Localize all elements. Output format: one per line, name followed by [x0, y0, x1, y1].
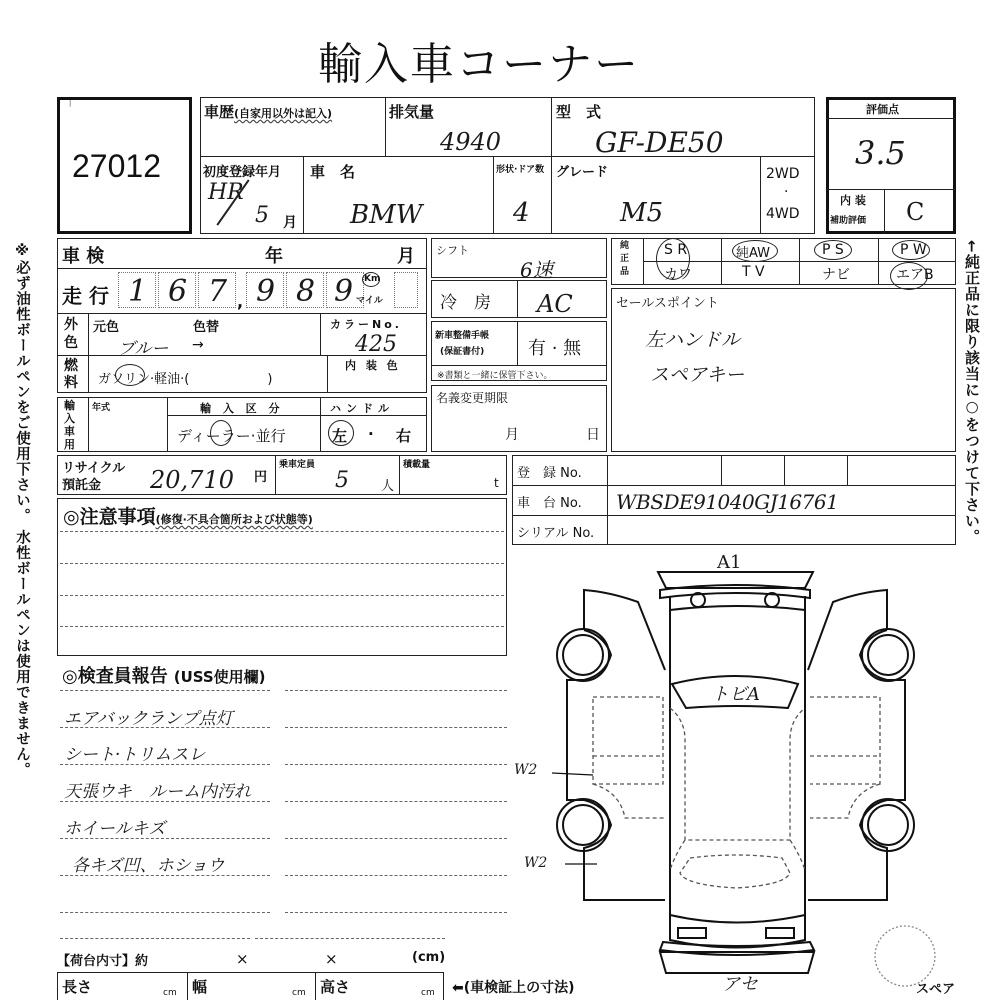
genuine-ps[interactable]: P S: [822, 242, 844, 258]
genuine-sr[interactable]: S R: [664, 242, 688, 258]
service-book-sublabel: (保証書付): [440, 347, 485, 357]
genuine-airbag[interactable]: エアB: [896, 267, 934, 283]
width-unit: cm: [292, 988, 306, 998]
drive-sep: ·: [784, 184, 789, 200]
mileage-comma: ,: [237, 292, 244, 311]
height-label: 高さ: [320, 978, 351, 996]
original-color-value: ブルー: [118, 339, 169, 359]
drive-2wd: 2WD: [766, 166, 800, 182]
drive-4wd: 4WD: [766, 206, 800, 222]
service-book-label: 新車整備手帳: [435, 331, 490, 341]
color-no-value: 425: [355, 332, 397, 357]
recycle-sublabel: 預託金: [62, 478, 102, 493]
pw-circle: [892, 240, 930, 260]
score-label: 評価点: [866, 103, 899, 116]
aircon-label: 冷 房: [440, 293, 491, 313]
inspector-line-5: 各キズ凹、ホショウ: [72, 856, 225, 876]
cargo-x2: ×: [325, 950, 338, 968]
car-name-value: BMW: [350, 200, 423, 230]
mileage-digit-1: 1: [128, 274, 148, 309]
service-book-note: ※書類と一緒に保管下さい。: [437, 371, 553, 381]
ps-circle: [814, 240, 852, 260]
interior-label: 内 装: [840, 194, 866, 207]
page-title: 輸入車コーナー: [318, 39, 640, 90]
import-side: 輸入車用: [64, 399, 75, 451]
service-book-options: 有 · 無: [528, 338, 582, 359]
doors-value: 4: [513, 198, 530, 228]
dimensions-row: [57, 972, 444, 1000]
original-color-label: 元色: [93, 320, 120, 335]
handle-left-circle: [328, 420, 354, 446]
gasoline-selected-circle: [115, 364, 145, 386]
genuine-tv[interactable]: T V: [742, 264, 765, 280]
month-unit: 月: [283, 215, 297, 231]
inspector-line-1: エアバックランプ点灯: [64, 709, 233, 729]
lot-number-box: [57, 97, 192, 234]
sales-point-2: スペアキー: [650, 364, 745, 386]
shaken-year-unit: 年: [265, 246, 283, 267]
first-registration-month: 5: [255, 203, 269, 228]
recycle-label: リサイクル: [62, 461, 126, 476]
mileage-unit-km: Km: [364, 274, 381, 284]
interior-sub-label: 補助評価: [830, 216, 867, 226]
name-change-month: 月: [505, 427, 519, 443]
right-genuine-note: ←純正品に限り該当に○をつけて下さい。: [963, 240, 981, 545]
cargo-x1: ×: [236, 950, 249, 968]
sales-point-1: 左ハンドル: [645, 329, 741, 351]
exterior-color-side: 外色: [64, 317, 78, 351]
handle-sep: ·: [368, 425, 374, 443]
spare-label: スペア: [916, 982, 956, 997]
aircon-value: AC: [537, 290, 573, 318]
serial-no-label: シリアル No.: [517, 526, 595, 541]
inspector-line-4: ホイールキズ: [64, 819, 166, 839]
inspector-line-2: シート·トリムスレ: [64, 745, 206, 765]
shift-value: 6速: [520, 258, 553, 282]
history-label: 車歴(自家用以外は記入): [204, 103, 333, 121]
handle-right: 右: [396, 427, 412, 445]
color-no-label: カラーNo.: [330, 318, 402, 331]
import-year-label: 年式: [92, 403, 111, 413]
genuine-aw[interactable]: 純AW: [736, 246, 771, 261]
changed-color-label: 色替: [193, 320, 220, 335]
doors-label: 形状·ドア数: [496, 165, 545, 175]
mileage-digit-5: 8: [296, 274, 316, 309]
model-code-value: GF-DE50: [595, 126, 724, 159]
genuine-leather[interactable]: カワ: [664, 267, 692, 283]
recycle-unit: 円: [254, 470, 268, 485]
dimensions-note: ⬅(車検証上の寸法): [452, 980, 575, 996]
registration-no-label: 登 録 No.: [517, 466, 582, 481]
grade-value: M5: [620, 198, 664, 228]
corner-mark: 「: [62, 98, 75, 112]
capacity-unit: 人: [381, 479, 395, 494]
load-label: 積載量: [403, 460, 431, 470]
cargo-label: 【荷台内寸】約: [57, 954, 149, 969]
shaken-label: 車 検: [62, 246, 105, 267]
genuine-side-label: 純正品: [620, 241, 630, 277]
inspector-line-3: 天張ウキ ルーム内汚れ: [64, 782, 251, 802]
grade-label: グレード: [556, 165, 609, 180]
first-registration-label: 初度登録年月: [203, 165, 282, 180]
diagram-left-rear-mark: W2: [524, 855, 548, 871]
diagram-left-front-mark: W2: [514, 762, 538, 778]
first-registration-era: HR: [208, 180, 244, 205]
handle-left: 左: [332, 427, 348, 445]
diagram-roof-mark: トビA: [711, 684, 760, 705]
left-pen-note: ※必ず油性ボールペンをご使用下さい。 水性ボールペンは使用できません。: [14, 243, 30, 778]
height-unit: cm: [421, 988, 435, 998]
lot-number: 27012: [72, 148, 161, 184]
capacity-label: 乗車定員: [279, 460, 316, 470]
name-change-label: 名義変更期限: [436, 391, 509, 405]
sales-points-label: セールスポイント: [616, 296, 719, 311]
name-change-day: 日: [586, 427, 600, 443]
dealer-selected-circle: [210, 420, 232, 446]
changed-color-value: →: [192, 337, 204, 353]
diagram-rear-mark: A1: [717, 552, 742, 573]
displacement-value: 4940: [440, 128, 502, 156]
score-value: 3.5: [855, 134, 906, 172]
cargo-unit: (cm): [412, 950, 446, 965]
chassis-no-value: WBSDE91040GJ16761: [616, 490, 839, 514]
length-label: 長さ: [62, 978, 93, 996]
displacement-label: 排気量: [389, 103, 435, 121]
aw-circle: [732, 240, 778, 262]
diagram-front-mark: アセ: [722, 974, 758, 995]
width-label: 幅: [192, 978, 208, 996]
interior-value: C: [906, 198, 925, 226]
chassis-no-label: 車 台 No.: [517, 496, 582, 511]
mileage-digit-3: 7: [208, 274, 228, 309]
inspector-title: ◎検査員報告 (USS使用欄): [62, 666, 266, 687]
shift-label: シフト: [436, 244, 469, 257]
mileage-unit-mile: マイル: [356, 296, 383, 306]
genuine-navi[interactable]: ナビ: [822, 267, 850, 283]
import-type-label: 輸 入 区 分: [200, 402, 284, 415]
import-type-options: ディーラー·並行: [177, 427, 286, 445]
shaken-month-unit: 月: [397, 246, 415, 267]
length-unit: cm: [163, 988, 177, 998]
capacity-value: 5: [335, 468, 349, 493]
recycle-value: 20,710: [150, 466, 234, 494]
mileage-label: 走 行: [62, 284, 109, 308]
model-code-label: 型 式: [556, 103, 602, 121]
mileage-digit-4: 9: [256, 274, 276, 309]
car-name-label: 車 名: [310, 163, 356, 181]
notes-title: ◎注意事項(修復·不具合箇所および状態等): [63, 506, 313, 528]
load-unit: t: [494, 476, 499, 490]
interior-color-label: 内 装 色: [345, 359, 401, 372]
car-damage-diagram: [500, 540, 980, 1000]
sr-circle: [656, 238, 690, 280]
fuel-options: ガソリン·軽油·( ): [98, 372, 273, 387]
genuine-pw[interactable]: P W: [900, 242, 927, 258]
fuel-side: 燃料: [64, 358, 78, 391]
mileage-digit-6: 9: [334, 274, 354, 309]
handle-label: ハンドル: [330, 402, 394, 415]
mileage-digit-2: 6: [168, 274, 188, 309]
airbag-circle: [890, 262, 928, 290]
